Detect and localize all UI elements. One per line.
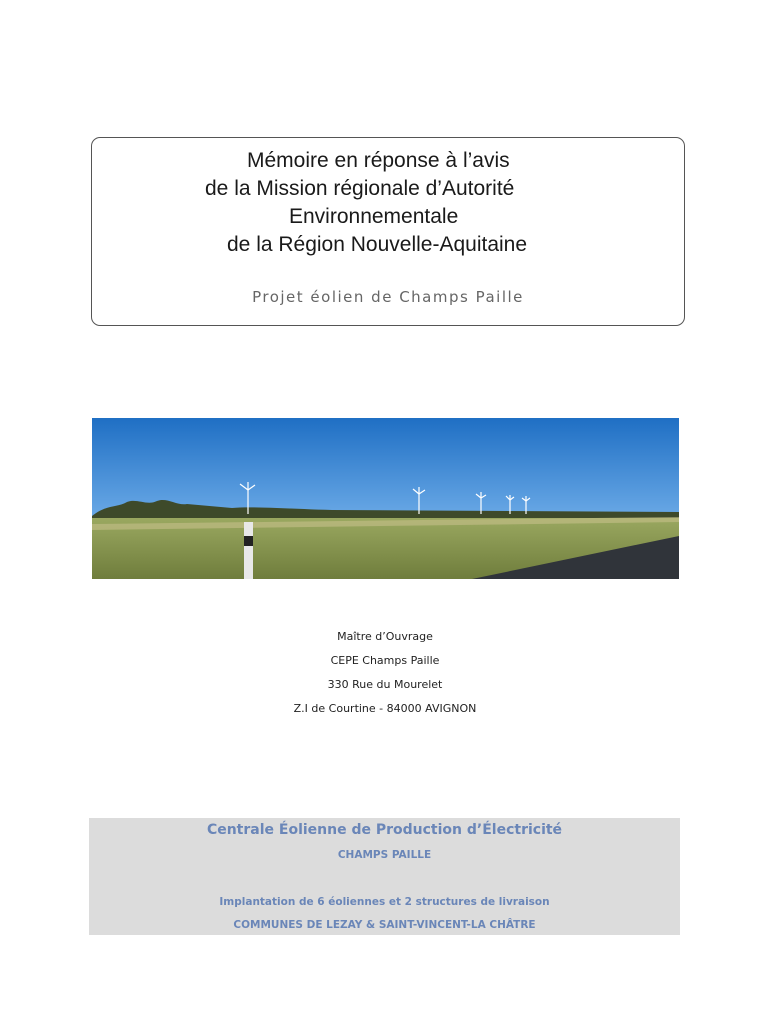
footer-communes: COMMUNES DE LEZAY & SAINT-VINCENT-LA CHÂTRE <box>233 919 536 931</box>
title-line-4: de la Région Nouvelle-Aquitaine <box>227 233 528 256</box>
title-line-1: Mémoire en réponse à l’avis <box>247 149 510 172</box>
footer-heading: Centrale Éolienne de Production d’Électricité <box>206 822 563 838</box>
project-footer-band <box>89 818 680 935</box>
owner-city: Z.I de Courtine - 84000 AVIGNON <box>293 702 477 715</box>
owner-company: CEPE Champs Paille <box>330 654 440 667</box>
project-subtitle: Projet éolien de Champs Paille <box>252 288 524 306</box>
wind-farm-photo <box>92 418 679 579</box>
footer-description: Implantation de 6 éoliennes et 2 structures de livraison <box>219 896 550 908</box>
owner-label: Maître d’Ouvrage <box>337 630 433 643</box>
owner-street: 330 Rue du Mourelet <box>327 678 443 691</box>
footer-project-name: CHAMPS PAILLE <box>337 849 432 861</box>
title-box <box>91 137 685 326</box>
title-line-3: Environnementale <box>289 205 459 228</box>
title-line-2: de la Mission régionale d’Autorité <box>205 177 515 200</box>
